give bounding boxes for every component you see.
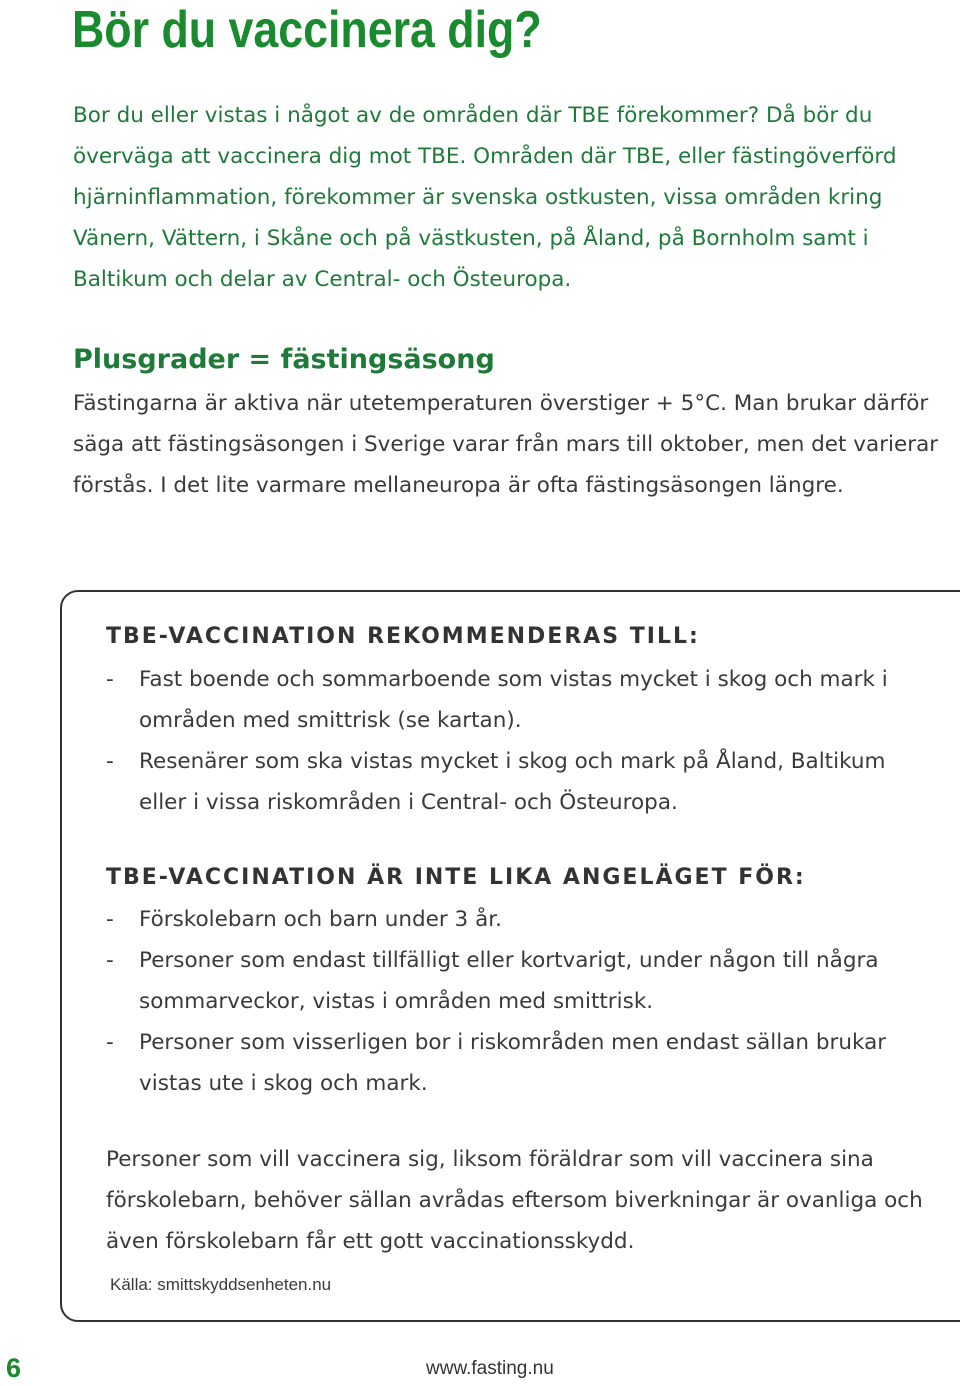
list-item bbox=[106, 659, 926, 741]
page-title: Bör du vaccinera dig? bbox=[72, 1, 542, 59]
list-item-text: Personer som endast tillfälligt eller kortvarigt, under någon till några sommarveckor, vistas i områden med smittrisk. bbox=[139, 948, 879, 1014]
season-paragraph: Fästingarna är aktiva när utetemperaturen överstiger + 5°C. Man brukar därför säga att fästingsäsongen i Sverige varar från mars till oktober, men det varierar förstås. I det lite varmare mellaneuropa är ofta fästingsäsongen längre. bbox=[73, 391, 939, 498]
intro-paragraph: Bor du eller vistas i något av de områden där TBE förekommer? Då bör du överväga att vaccinera dig mot TBE. Områden där TBE, eller fästingöverförd hjärninflammation, förekommer är svenska ostkusten, vissa områden kring Vänern, Vättern, i Skåne och på västkusten, på Åland, på Bornholm samt i Baltikum och delar av Central- och Östeuropa. bbox=[73, 103, 897, 292]
list-dash: - bbox=[106, 907, 114, 932]
list-item-text: Förskolebarn och barn under 3 år. bbox=[139, 907, 502, 932]
page-number: 6 bbox=[6, 1353, 22, 1383]
list-dash: - bbox=[106, 667, 114, 692]
list-item bbox=[106, 940, 926, 1022]
list-dash: - bbox=[106, 948, 114, 973]
recommended-heading: TBE-VACCINATION REKOMMENDERAS TILL: bbox=[106, 624, 700, 649]
closing-paragraph: Personer som vill vaccinera sig, liksom föräldrar som vill vaccinera sina förskolebarn, behöver sällan avrådas eftersom biverkningar är ovanliga och även förskolebarn får ett gott vaccinationsskydd. bbox=[106, 1147, 923, 1254]
list-item-text: Personer som visserligen bor i riskområden men endast sällan brukar vistas ute i skog och mark. bbox=[139, 1030, 887, 1096]
list-dash: - bbox=[106, 749, 114, 774]
list-item bbox=[106, 1022, 926, 1104]
season-heading: Plusgrader = fästingsäsong bbox=[73, 344, 495, 375]
footer-url: www.fasting.nu bbox=[426, 1358, 554, 1379]
list-dash: - bbox=[106, 1030, 114, 1055]
list-item bbox=[106, 899, 926, 940]
less-urgent-list bbox=[106, 899, 926, 1104]
list-item-text: Resenärer som ska vistas mycket i skog och mark på Åland, Baltikum eller i vissa riskområden i Central- och Östeuropa. bbox=[139, 749, 886, 815]
source-note: Källa: smittskyddsenheten.nu bbox=[110, 1275, 332, 1294]
less-urgent-heading: TBE-VACCINATION ÄR INTE LIKA ANGELÄGET FÖR: bbox=[106, 865, 806, 890]
list-item bbox=[106, 741, 926, 823]
list-item-text: Fast boende och sommarboende som vistas mycket i skog och mark i områden med smittrisk (se kartan). bbox=[139, 667, 888, 733]
recommended-list bbox=[106, 659, 926, 823]
